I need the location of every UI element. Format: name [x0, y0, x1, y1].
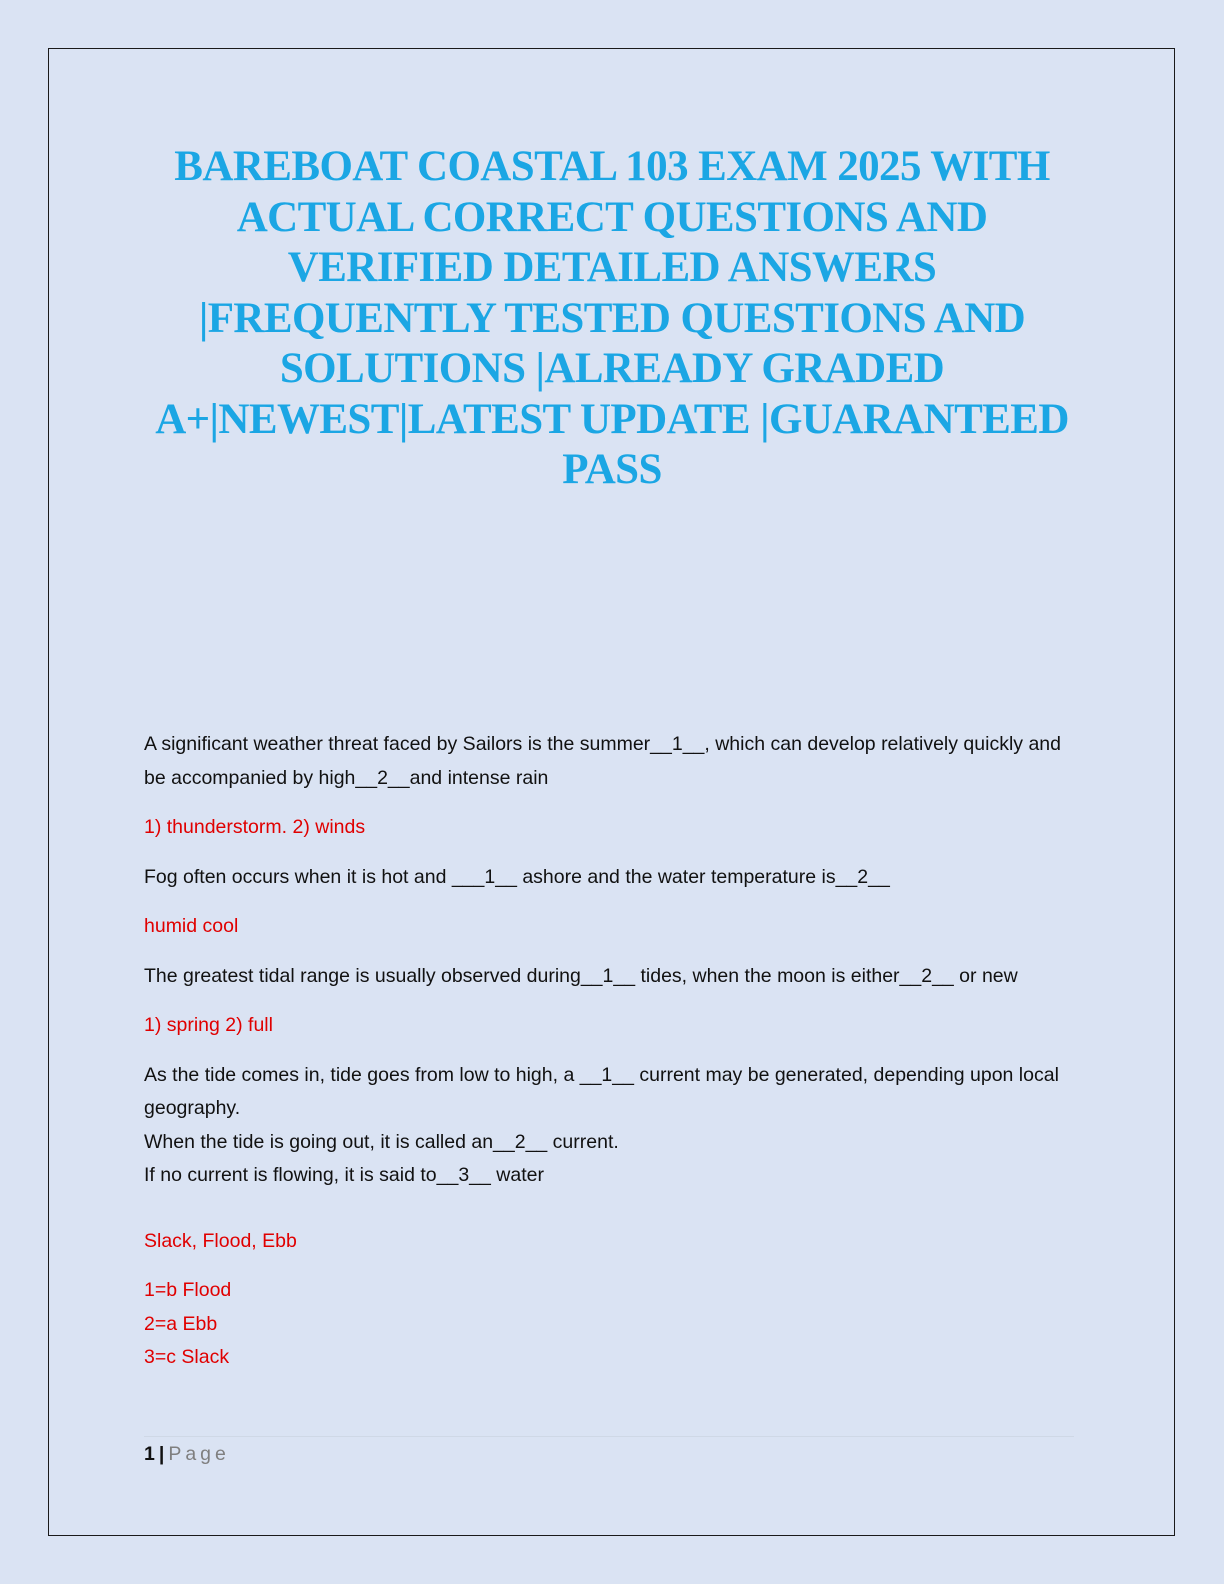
- title-line: BAREBOAT COASTAL 103 EXAM 2025 WITH: [174, 143, 1050, 190]
- page-footer: [144, 1436, 1074, 1469]
- footer-separator: |: [158, 1443, 165, 1465]
- title-line: |FREQUENTLY TESTED QUESTIONS AND: [198, 294, 1026, 342]
- question-4-line: If no current is flowing, it is said to__3__ water: [144, 1164, 544, 1186]
- question-4: [144, 1059, 1084, 1193]
- question-4-line: As the tide comes in, tide goes from low to high, a __1__ current may be generated, depending upon local geography.: [144, 1063, 1059, 1119]
- title-line: SOLUTIONS |ALREADY GRADED: [279, 345, 945, 392]
- answer-4: Slack, Flood, Ebb: [144, 1229, 297, 1252]
- question-2: Fog often occurs when it is hot and ___1__ ashore and the water temperature is__2__: [144, 865, 890, 888]
- mapping-line: 1=b Flood: [144, 1279, 232, 1301]
- question-3: The greatest tidal range is usually observed during__1__ tides, when the moon is either__2__ or new: [144, 964, 1018, 987]
- mapping-line: 2=a Ebb: [144, 1312, 218, 1335]
- page-number: 1: [144, 1443, 155, 1465]
- answer-4-mapping: [144, 1274, 1084, 1375]
- answer-1: 1) thunderstorm. 2) winds: [144, 816, 366, 838]
- answer-3: 1) spring 2) full: [144, 1014, 273, 1036]
- question-4-line: When the tide is going out, it is called an__2__ current.: [144, 1130, 619, 1153]
- title-line: A+|NEWEST|LATEST UPDATE |GUARANTEED: [155, 395, 1069, 443]
- question-1: A significant weather threat faced by Sailors is the summer__1__, which can develop relatively quickly and be accompanied by high__2__and intense rain: [144, 733, 1061, 789]
- document-title: [120, 142, 1104, 496]
- mapping-line: 3=c Slack: [144, 1346, 230, 1368]
- title-line: ACTUAL CORRECT QUESTIONS AND: [236, 193, 988, 241]
- answer-2: humid cool: [144, 915, 239, 937]
- title-line: VERIFIED DETAILED ANSWERS: [287, 244, 937, 291]
- qa-content: [144, 728, 1084, 1375]
- title-line: PASS: [562, 446, 662, 493]
- page-label: Page: [168, 1443, 230, 1465]
